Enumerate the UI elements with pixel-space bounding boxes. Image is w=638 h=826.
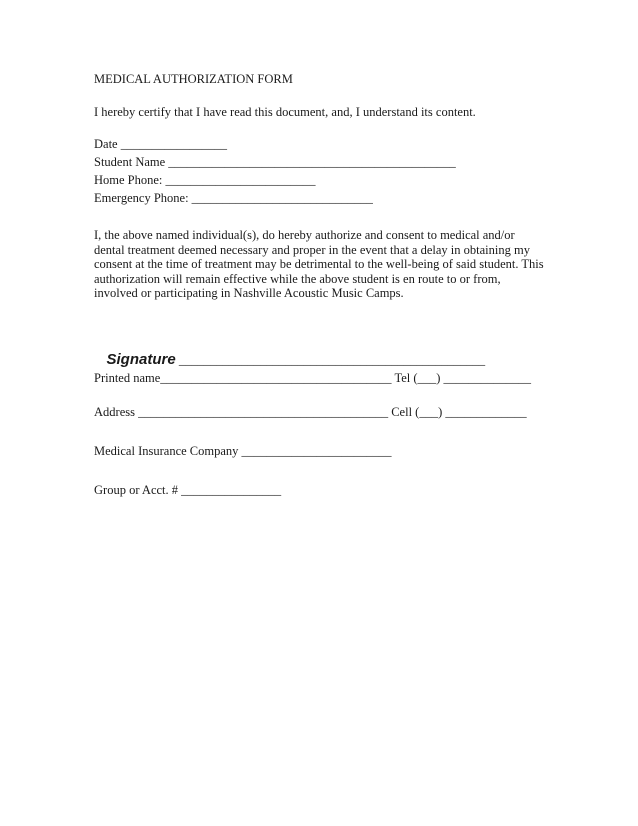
insurance-company-field[interactable]: Medical Insurance Company ________________________ <box>94 444 392 458</box>
certification-statement: I hereby certify that I have read this document, and, I understand its content. <box>94 105 476 119</box>
address-field[interactable]: Address ________________________________________ Cell (___) _____________ <box>94 405 527 419</box>
form-title: MEDICAL AUTHORIZATION FORM <box>94 72 293 86</box>
authorization-line: dental treatment deemed necessary and proper in the event that a delay in obtaining my <box>94 242 530 257</box>
authorization-line: consent at the time of treatment may be detrimental to the well-being of said student. This <box>94 257 544 271</box>
date-field[interactable]: Date _________________ <box>94 137 227 151</box>
authorization-line: involved or participating in Nashville Acoustic Music Camps. <box>94 286 404 300</box>
signature-label: Signature <box>106 351 176 368</box>
group-account-field[interactable]: Group or Acct. # ________________ <box>94 483 282 497</box>
student-name-field[interactable]: Student Name ______________________________________________ <box>94 155 456 169</box>
emergency-phone-field[interactable]: Emergency Phone: _____________________________ <box>94 191 373 205</box>
home-phone-field[interactable]: Home Phone: ________________________ <box>94 173 316 187</box>
printed-name-field[interactable]: Printed name_____________________________________ Tel (___) ______________ <box>94 371 532 385</box>
signature-line[interactable]: _________________________________________________ <box>175 353 486 367</box>
authorization-paragraph <box>94 228 554 301</box>
authorization-line: I, the above named individual(s), do hereby authorize and consent to medical and/or <box>94 228 515 242</box>
authorization-line: authorization will remain effective while the above student is en route to or from, <box>94 271 501 286</box>
